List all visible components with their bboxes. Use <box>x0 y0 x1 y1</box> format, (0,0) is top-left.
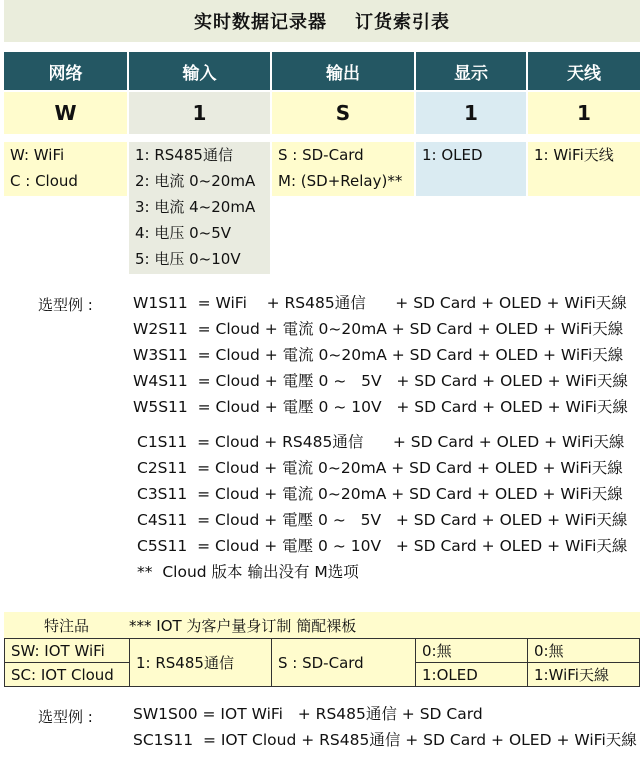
example-line: W2S11 = Cloud + 電流 0~20mA + SD Card + OLED + WiFi天線 <box>133 320 624 338</box>
special-note: *** IOT 为客户量身订制 簡配裸板 <box>129 616 357 635</box>
code-antenna: 1 <box>528 92 640 134</box>
special-display-0: 0:無 <box>416 639 528 663</box>
option-item: M: (SD+Relay)** <box>278 172 403 190</box>
header-antenna: 天线 <box>528 52 640 90</box>
example-line: C2S11 = Cloud + 電流 0~20mA + SD Card + OLED + WiFi天線 <box>137 459 623 477</box>
page-title <box>4 0 640 42</box>
option-item: W: WiFi <box>10 146 65 164</box>
example-line: C4S11 = Cloud + 電壓 0 ~ 5V + SD Card + OLED + WiFi天線 <box>137 511 628 529</box>
example-line: W3S11 = Cloud + 電流 0~20mA + SD Card + OLED + WiFi天線 <box>133 346 624 364</box>
option-item: 4: 电压 0~5V <box>135 224 232 242</box>
special-table <box>4 638 640 687</box>
option-item: 1: RS485通信 <box>135 146 233 164</box>
options-antenna <box>528 142 640 196</box>
code-network: W <box>4 92 127 134</box>
option-item: 3: 电流 4~20mA <box>135 198 256 216</box>
option-item: S : SD-Card <box>278 146 364 164</box>
example-line: SW1S00 = IOT WiFi + RS485通信 + SD Card <box>133 705 483 723</box>
examples-w-list <box>133 290 628 420</box>
example-line: W1S11 = WiFi + RS485通信 + SD Card + OLED + WiFi天線 <box>133 294 627 312</box>
special-output: S : SD-Card <box>272 639 416 687</box>
header-input: 输入 <box>129 52 270 90</box>
special-bar <box>4 612 640 638</box>
header-output: 输出 <box>272 52 414 90</box>
special-display-1: 1:OLED <box>416 663 528 687</box>
special-antenna-1: 1:WiFi天線 <box>528 663 640 687</box>
option-item: 1: WiFi天线 <box>534 146 614 164</box>
header-network: 网络 <box>4 52 127 90</box>
example-line: C5S11 = Cloud + 電壓 0 ~ 10V + SD Card + OLED + WiFi天線 <box>137 537 628 555</box>
header-display: 显示 <box>416 52 526 90</box>
special-antenna-0: 0:無 <box>528 639 640 663</box>
options-output <box>272 142 414 196</box>
examples-note: ** Cloud 版本 输出没有 M选项 <box>137 563 359 581</box>
example-line: W4S11 = Cloud + 電壓 0 ~ 5V + SD Card + OLED + WiFi天線 <box>133 372 628 390</box>
title-right: 订货索引表 <box>355 12 450 33</box>
options-input <box>129 142 270 274</box>
special-label: 特注品 <box>43 616 89 635</box>
example-line: W5S11 = Cloud + 電壓 0 ~ 10V + SD Card + OLED + WiFi天線 <box>133 398 628 416</box>
example-line: SC1S11 = IOT Cloud + RS485通信 + SD Card + OLED + WiFi天線 <box>133 731 637 749</box>
special-examples-list <box>133 701 637 753</box>
example-line: C1S11 = Cloud + RS485通信 + SD Card + OLED + WiFi天線 <box>137 433 625 451</box>
code-display: 1 <box>416 92 526 134</box>
options-network <box>4 142 127 196</box>
special-model-wifi: SW: IOT WiFi <box>5 639 130 663</box>
option-item: C : Cloud <box>10 172 78 190</box>
examples-label: 选型例 : <box>38 296 93 314</box>
example-line: C3S11 = Cloud + 電流 0~20mA + SD Card + OLED + WiFi天線 <box>137 485 623 503</box>
option-item: 2: 电流 0~20mA <box>135 172 256 190</box>
title-left: 实时数据记录器 <box>194 12 327 33</box>
special-model-cloud: SC: IOT Cloud <box>5 663 130 687</box>
examples-c-list <box>137 429 627 585</box>
code-output: S <box>272 92 414 134</box>
options-display <box>416 142 526 196</box>
code-input: 1 <box>129 92 270 134</box>
option-item: 5: 电压 0~10V <box>135 250 241 268</box>
special-input: 1: RS485通信 <box>130 639 272 687</box>
option-item: 1: OLED <box>422 146 483 164</box>
special-examples-label: 选型例 : <box>38 708 93 726</box>
